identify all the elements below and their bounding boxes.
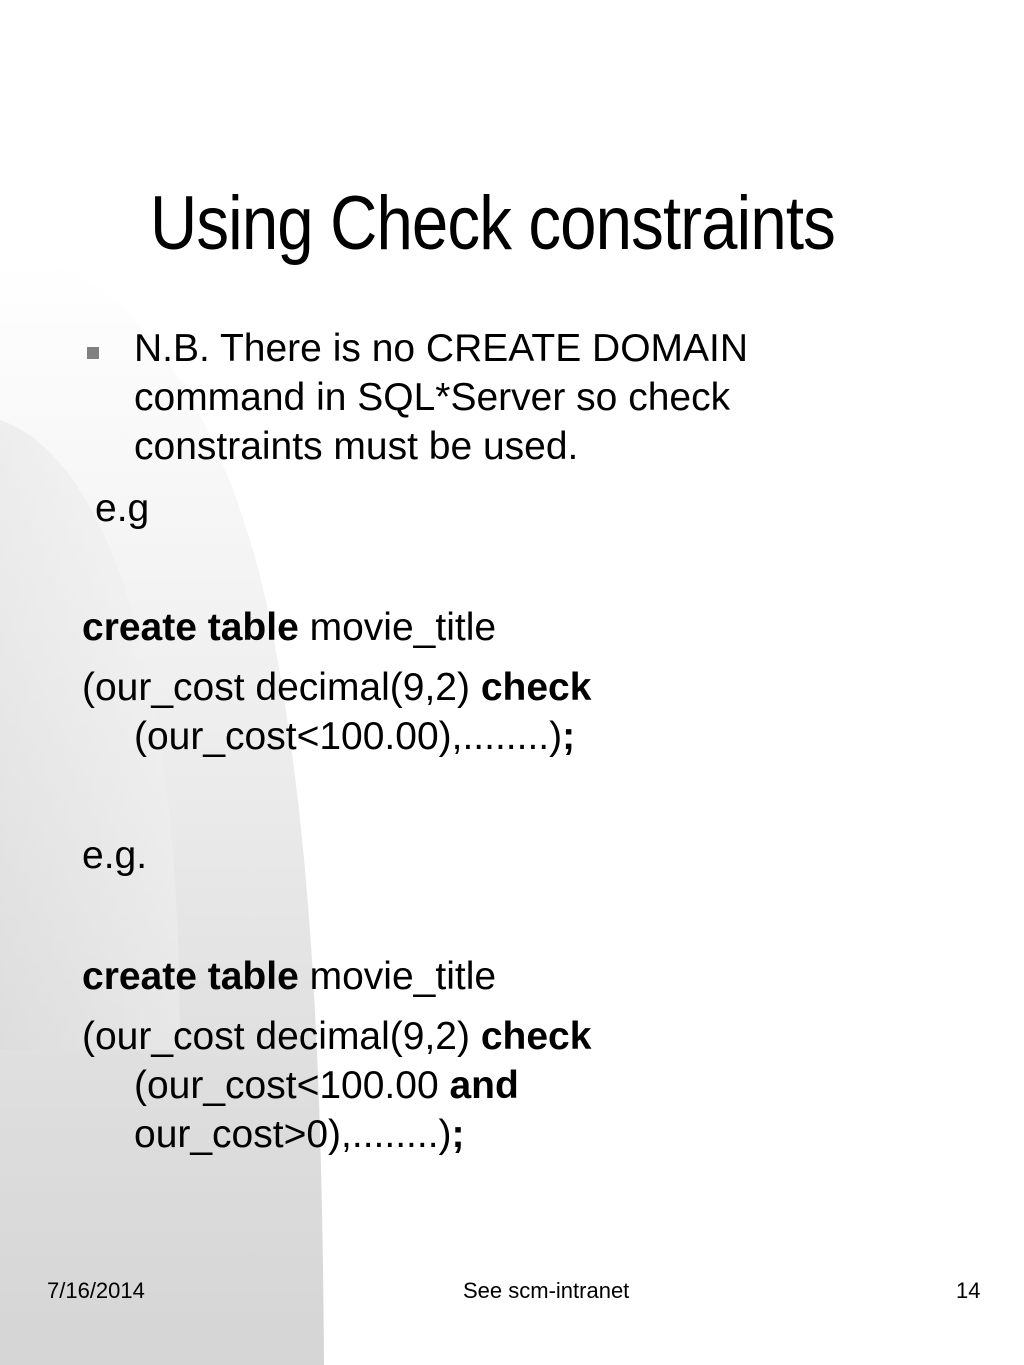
bullet-line-2: command in SQL*Server so check: [134, 376, 731, 419]
slide-title: Using Check constraints: [150, 181, 835, 266]
check-condition-part-1: (our_cost<100.00: [134, 1064, 450, 1107]
code-line-create-table-1: [82, 603, 496, 652]
square-bullet-icon: [87, 347, 99, 359]
table-name: movie_title: [298, 606, 497, 649]
check-condition: (our_cost<100.00),........): [134, 715, 563, 758]
keyword-create-table: create table: [82, 955, 299, 998]
keyword-check: check: [480, 666, 592, 709]
example-label-2: e.g.: [82, 834, 148, 877]
keyword-check: check: [480, 1015, 592, 1058]
code-line-condition-2b: [134, 1110, 465, 1159]
example-label-1: e.g: [95, 487, 150, 530]
code-line-column-def-1: [82, 663, 591, 712]
bullet-line-1: N.B. There is no CREATE DOMAIN: [134, 327, 749, 370]
footer-page-number: 14: [956, 1278, 981, 1303]
code-line-create-table-2: [82, 952, 496, 1001]
code-line-condition-1: [134, 712, 575, 761]
semicolon: ;: [451, 1113, 465, 1156]
footer-date: 7/16/2014: [47, 1278, 145, 1303]
keyword-create-table: create table: [82, 606, 299, 649]
bullet-line-3: constraints must be used.: [134, 425, 579, 468]
table-name: movie_title: [298, 955, 497, 998]
code-line-condition-2a: [134, 1061, 519, 1110]
check-condition-part-2: our_cost>0),........): [134, 1113, 452, 1156]
column-definition: (our_cost decimal(9,2): [82, 666, 481, 709]
keyword-and: and: [449, 1064, 519, 1107]
footer-center-text: See scm-intranet: [463, 1278, 630, 1303]
column-definition: (our_cost decimal(9,2): [82, 1015, 481, 1058]
code-line-column-def-2: [82, 1012, 591, 1061]
semicolon: ;: [562, 715, 576, 758]
